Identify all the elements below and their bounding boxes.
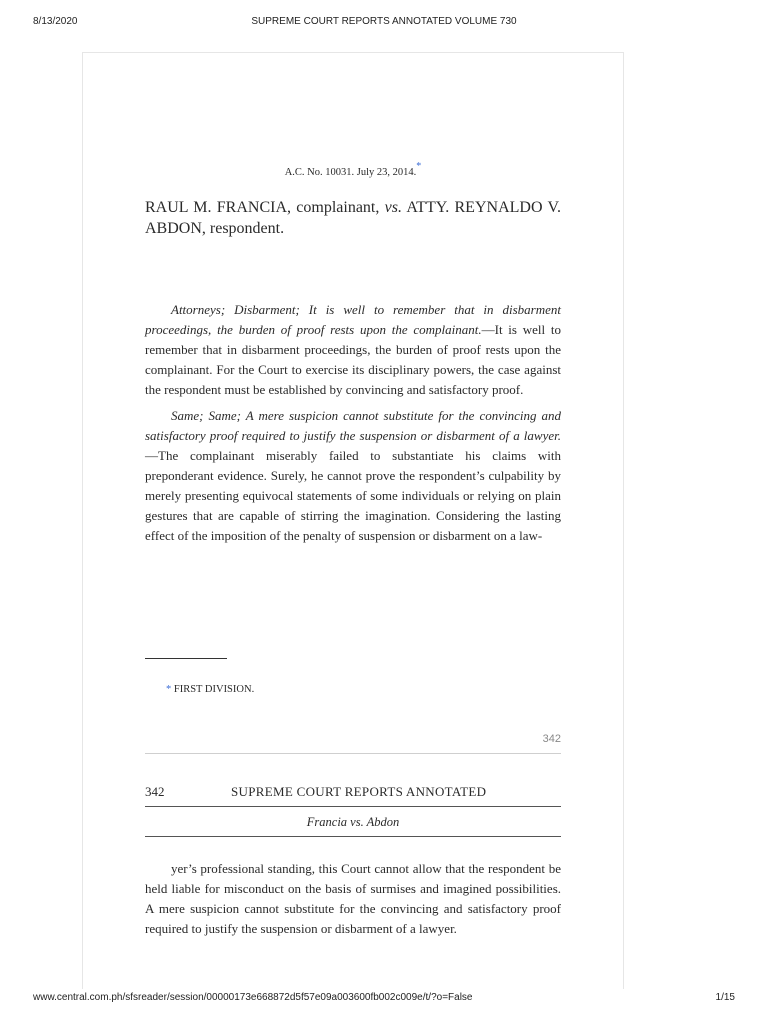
print-date: 8/13/2020 bbox=[33, 16, 78, 27]
continuation-text bbox=[145, 859, 561, 939]
print-url[interactable]: www.central.com.ph/sfsreader/session/00000173e668872d5f57e09a003600fb002c009e/t/?o=False bbox=[33, 992, 473, 1003]
case-parties bbox=[145, 197, 561, 239]
continuation-paragraph: yer’s professional standing, this Court cannot allow that the respondent be held liable for misconduct on the basis of surmises and imagined possibilities. A mere suspicion cannot substitute for the convincing and satisfactory proof required to justify the suspension or disbarment of a lawyer. bbox=[145, 861, 561, 936]
running-head bbox=[145, 784, 561, 802]
syllabus-catchline: Attorneys; Disbarment; It is well to remember that in disbarment proceedings, the burden of proof rests upon the complainant. bbox=[145, 302, 561, 337]
footnote-star: * bbox=[166, 684, 172, 695]
syllabus bbox=[145, 300, 561, 552]
page-separator bbox=[145, 753, 561, 754]
respondent-name: ATTY. REYNALDO V. ABDON, bbox=[145, 199, 561, 237]
case-footnote-link[interactable]: * bbox=[416, 161, 422, 172]
respondent-role: respondent. bbox=[205, 220, 285, 237]
running-head-page-number: 342 bbox=[145, 784, 165, 799]
document-page bbox=[82, 52, 624, 989]
running-head-rule bbox=[145, 836, 561, 837]
footnote-divider bbox=[145, 658, 227, 659]
page-number: 342 bbox=[542, 733, 561, 745]
print-page-count: 1/15 bbox=[715, 992, 735, 1003]
complainant-name: RAUL M. FRANCIA, bbox=[145, 199, 291, 216]
syllabus-paragraph bbox=[145, 300, 561, 400]
syllabus-paragraph bbox=[145, 406, 561, 546]
footnote-text: FIRST DIVISION. bbox=[171, 684, 255, 695]
versus: vs. bbox=[384, 199, 402, 216]
running-head-rule bbox=[145, 806, 561, 807]
syllabus-text: —It is well to remember that in disbarment proceedings, the burden of proof rests upon the complainant. For the Court to exercise its disciplinary powers, the case against the respondent must be established by convincing and satisfactory proof. bbox=[145, 322, 561, 397]
print-title: SUPREME COURT REPORTS ANNOTATED VOLUME 730 bbox=[251, 16, 517, 27]
case-number bbox=[145, 161, 561, 178]
case-number-text: A.C. No. 10031. July 23, 2014. bbox=[284, 167, 417, 178]
syllabus-catchline: Same; Same; A mere suspicion cannot substitute for the convincing and satisfactory proof required to justify the suspension or disbarment of a lawyer. bbox=[145, 408, 561, 443]
running-head-title: SUPREME COURT REPORTS ANNOTATED bbox=[231, 784, 487, 799]
syllabus-text: —The complainant miserably failed to substantiate his claims with preponderant evidence. Surely, he cannot prove the respondent’s culpability by merely presenting equivocal statements of some individuals or relying on plain gestures that are capable of stirring the imagination. Considering the lasting effect of the imposition of the penalty of suspension or disbarment on a law- bbox=[145, 448, 561, 543]
footnote bbox=[145, 684, 582, 695]
case-title-subhead: Francia vs. Abdon bbox=[306, 815, 400, 829]
complainant-role: complainant, bbox=[291, 199, 385, 216]
